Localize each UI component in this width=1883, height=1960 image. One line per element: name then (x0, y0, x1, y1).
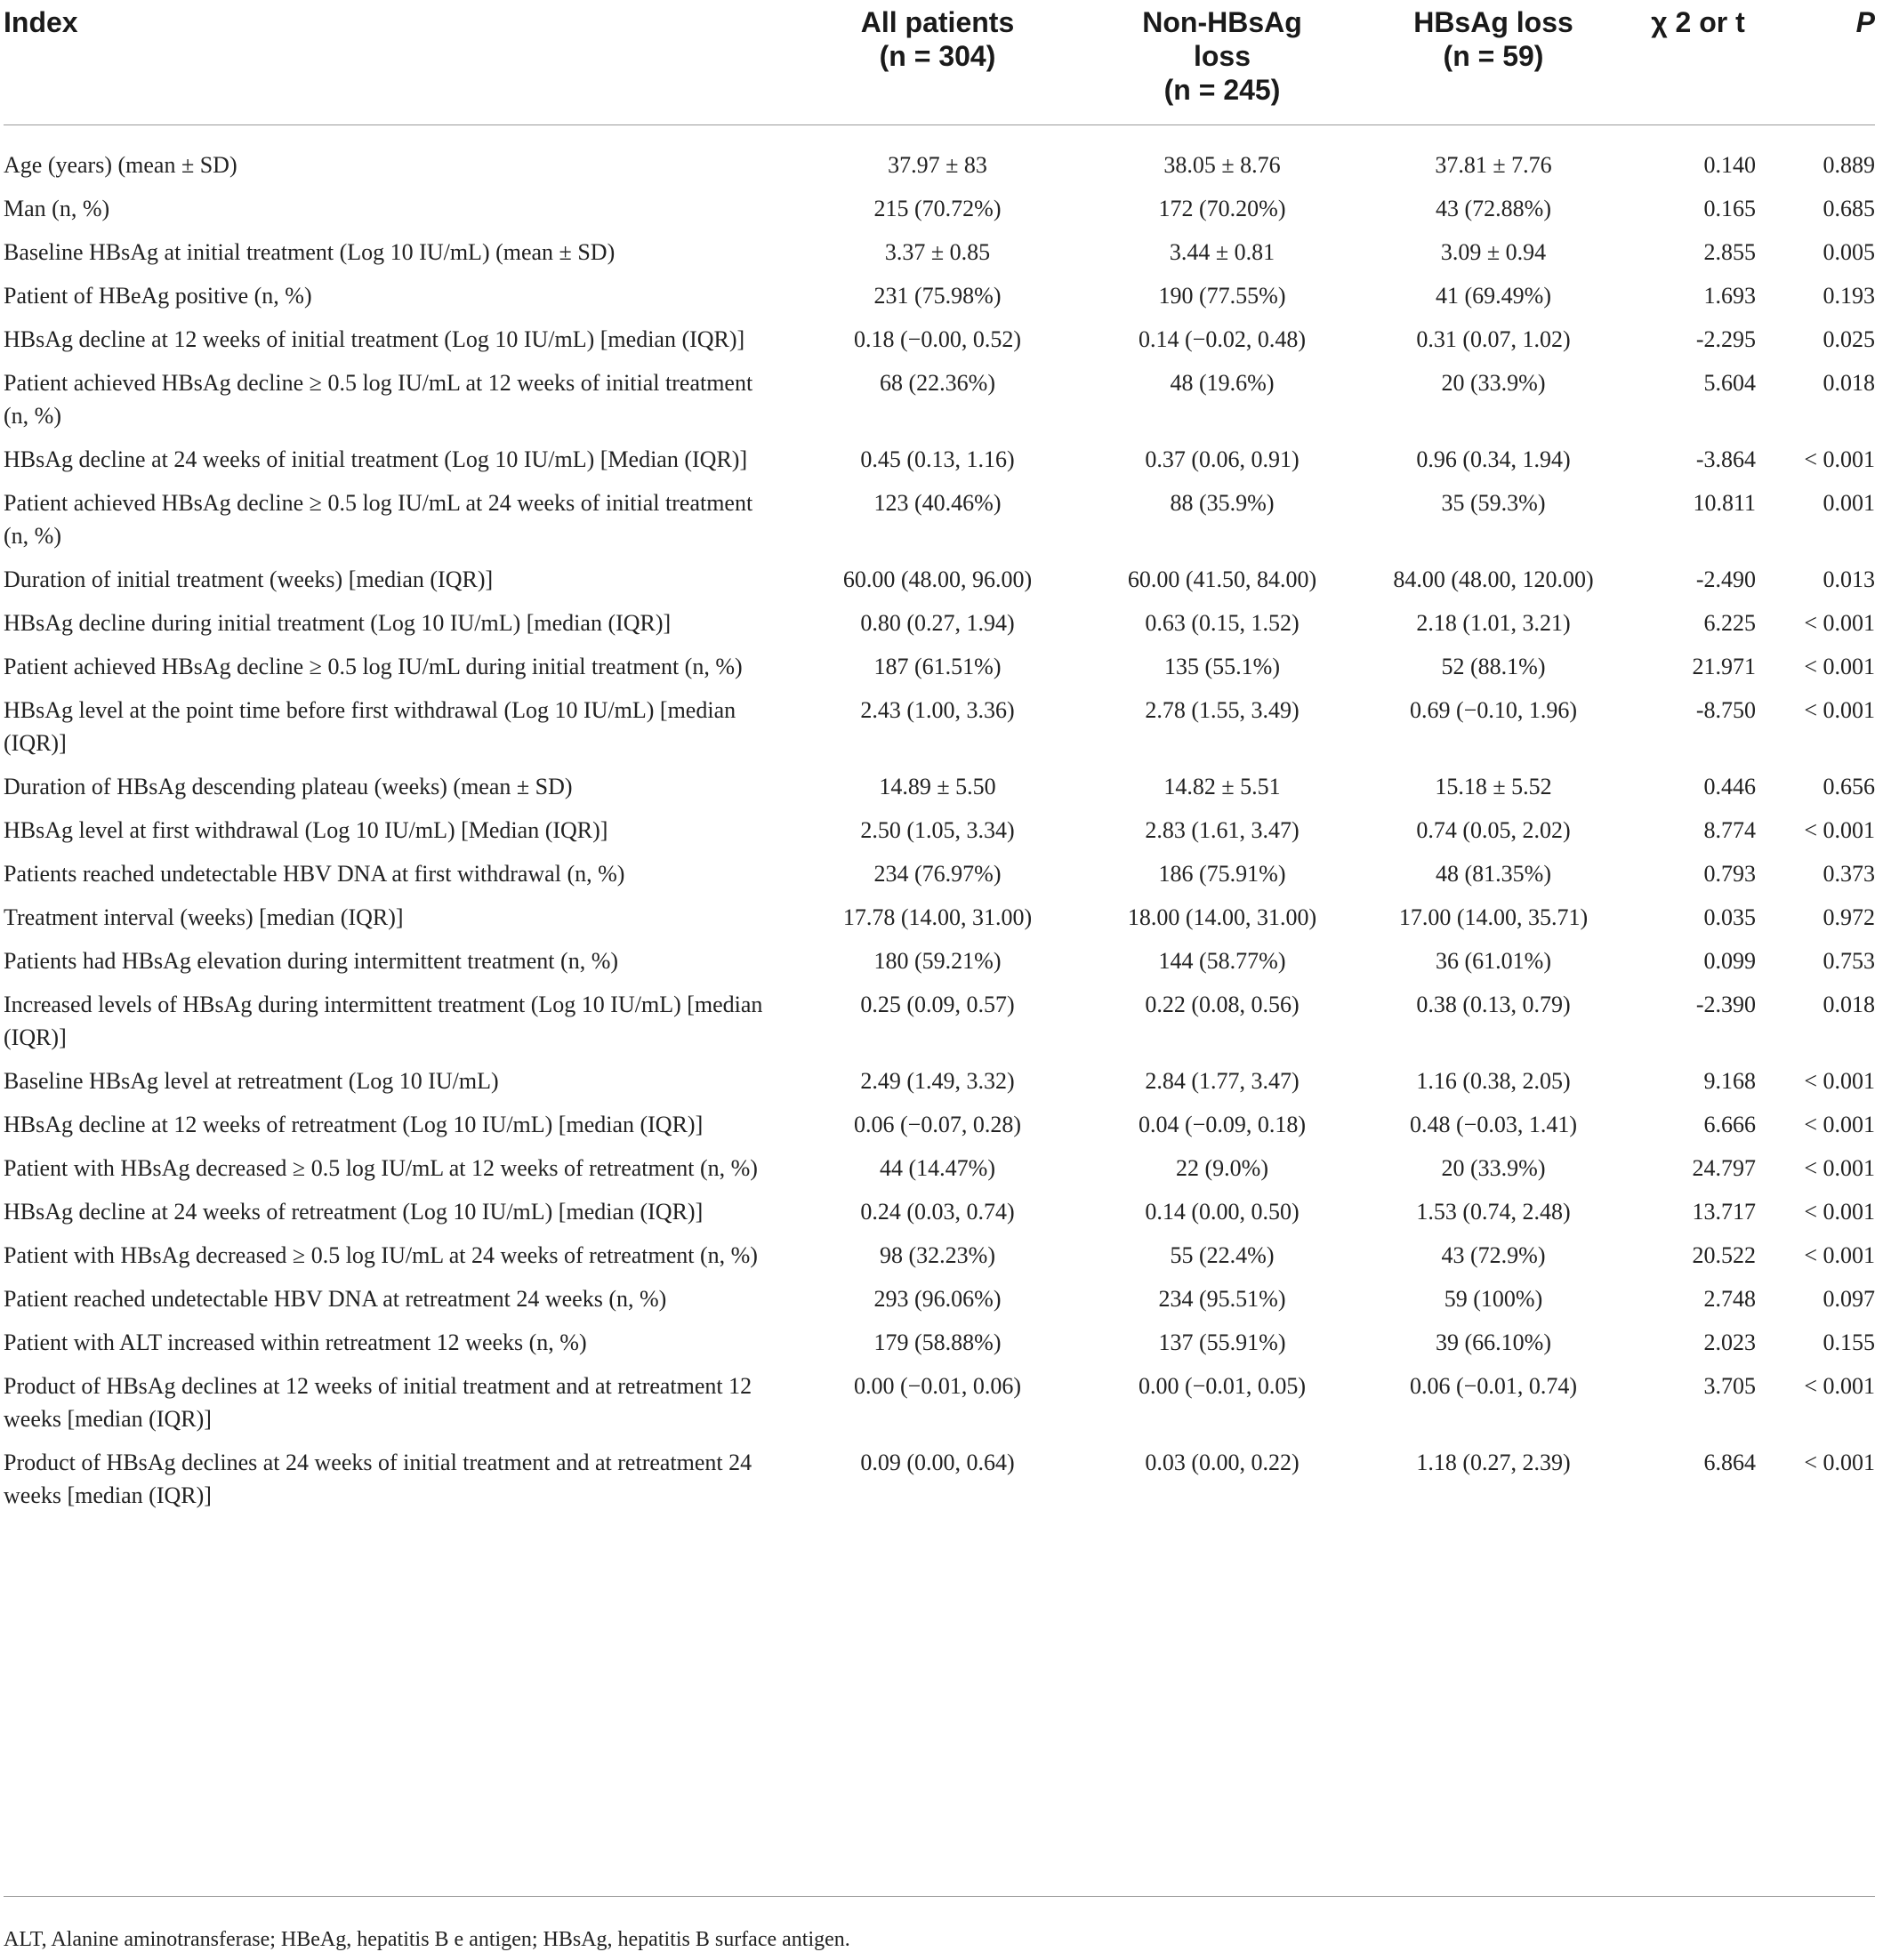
cell-all-patients: 231 (75.98%) (873, 283, 1002, 309)
cell-non-hbsag-loss: 2.83 (1.61, 3.47) (1145, 817, 1300, 843)
cell-all-patients: 0.45 (0.13, 1.16) (860, 446, 1015, 472)
cell-hbsag-loss: 35 (59.3%) (1441, 490, 1546, 516)
table-footnote: ALT, Alanine aminotransferase; HBeAg, hepatitis B e antigen; HBsAg, hepatitis B surface antigen. (4, 1928, 850, 1951)
table-row (4, 1103, 1875, 1146)
cell-all-patients: 179 (58.88%) (873, 1329, 1002, 1355)
table-header (4, 0, 1875, 125)
cell-non-hbsag-loss: 88 (35.9%) (1170, 490, 1275, 516)
cell-non-hbsag-loss: 0.22 (0.08, 0.56) (1145, 992, 1300, 1017)
cell-p-value: < 0.001 (1804, 446, 1875, 472)
cell-non-hbsag-loss: 0.63 (0.15, 1.52) (1145, 610, 1300, 636)
cell-statistic: -2.490 (1695, 566, 1756, 592)
cell-all-patients: 98 (32.23%) (880, 1242, 995, 1268)
cell-p-value: < 0.001 (1804, 1242, 1875, 1268)
row-label: Man (n, %) (4, 196, 110, 221)
row-label: Patients reached undetectable HBV DNA at first withdrawal (n, %) (4, 861, 625, 887)
cell-hbsag-loss: 39 (66.10%) (1436, 1329, 1551, 1355)
cell-p-value: 0.685 (1823, 196, 1875, 221)
table-row (4, 1233, 1875, 1277)
cell-hbsag-loss: 0.06 (−0.01, 0.74) (1410, 1373, 1577, 1399)
cell-p-value: < 0.001 (1804, 697, 1875, 723)
cell-non-hbsag-loss: 0.37 (0.06, 0.91) (1145, 446, 1300, 472)
cell-non-hbsag-loss: 14.82 ± 5.51 (1163, 774, 1281, 799)
cell-p-value: 0.097 (1823, 1286, 1875, 1312)
cell-non-hbsag-loss: 186 (75.91%) (1158, 861, 1286, 887)
cell-statistic: 24.797 (1692, 1155, 1756, 1181)
row-label: Patient achieved HBsAg decline ≥ 0.5 log IU/mL during initial treatment (n, %) (4, 654, 743, 679)
cell-non-hbsag-loss: 2.84 (1.77, 3.47) (1145, 1068, 1300, 1094)
row-label: Increased levels of HBsAg during intermittent treatment (Log 10 IU/mL) [median (IQR)] (4, 992, 763, 1050)
cell-hbsag-loss: 20 (33.9%) (1441, 370, 1546, 396)
row-label: Baseline HBsAg at initial treatment (Log 10 IU/mL) (mean ± SD) (4, 239, 616, 265)
cell-all-patients: 14.89 ± 5.50 (879, 774, 996, 799)
header-statistic: χ 2 or t (1651, 6, 1745, 38)
cell-non-hbsag-loss: 22 (9.0%) (1176, 1155, 1268, 1181)
cell-all-patients: 0.09 (0.00, 0.64) (860, 1450, 1015, 1475)
cell-non-hbsag-loss: 2.78 (1.55, 3.49) (1145, 697, 1300, 723)
cell-non-hbsag-loss: 234 (95.51%) (1158, 1286, 1286, 1312)
cell-statistic: 5.604 (1703, 370, 1756, 396)
cell-non-hbsag-loss: 38.05 ± 8.76 (1163, 152, 1281, 178)
cell-p-value: 0.005 (1823, 239, 1875, 265)
header-index: Index (4, 6, 78, 38)
cell-statistic: 0.446 (1703, 774, 1756, 799)
cell-statistic: 6.225 (1703, 610, 1756, 636)
cell-statistic: 21.971 (1692, 654, 1756, 679)
cell-all-patients: 68 (22.36%) (880, 370, 995, 396)
header-p-value (1774, 0, 1875, 125)
table-row (4, 187, 1875, 230)
cell-statistic: 20.522 (1692, 1242, 1756, 1268)
table-row (4, 852, 1875, 896)
table-row (4, 558, 1875, 601)
cell-hbsag-loss: 15.18 ± 5.52 (1435, 774, 1552, 799)
cell-hbsag-loss: 52 (88.1%) (1441, 654, 1546, 679)
cell-hbsag-loss: 0.31 (0.07, 1.02) (1416, 326, 1571, 352)
cell-hbsag-loss: 17.00 (14.00, 35.71) (1398, 904, 1589, 930)
table-row (4, 601, 1875, 645)
cell-hbsag-loss: 48 (81.35%) (1436, 861, 1551, 887)
cell-p-value: < 0.001 (1804, 1068, 1875, 1094)
cell-hbsag-loss: 1.18 (0.27, 2.39) (1416, 1450, 1571, 1475)
cell-hbsag-loss: 43 (72.9%) (1441, 1242, 1546, 1268)
cell-non-hbsag-loss: 190 (77.55%) (1158, 283, 1286, 309)
table-row (4, 688, 1875, 765)
cell-non-hbsag-loss: 48 (19.6%) (1170, 370, 1275, 396)
table-row (4, 1059, 1875, 1103)
cell-p-value: < 0.001 (1804, 610, 1875, 636)
cell-hbsag-loss: 0.48 (−0.03, 1.41) (1410, 1112, 1577, 1137)
cell-non-hbsag-loss: 55 (22.4%) (1170, 1242, 1275, 1268)
row-label: HBsAg decline at 24 weeks of initial treatment (Log 10 IU/mL) [Median (IQR)] (4, 446, 748, 472)
header-p-label: P (1855, 6, 1875, 38)
cell-non-hbsag-loss: 0.00 (−0.01, 0.05) (1139, 1373, 1306, 1399)
table-row (4, 125, 1875, 188)
cell-non-hbsag-loss: 60.00 (41.50, 84.00) (1127, 566, 1317, 592)
table-row (4, 230, 1875, 274)
cell-hbsag-loss: 3.09 ± 0.94 (1440, 239, 1547, 265)
cell-statistic: 13.717 (1692, 1199, 1756, 1225)
row-label: Patient with ALT increased within retreatment 12 weeks (n, %) (4, 1329, 587, 1355)
cell-statistic: 6.666 (1703, 1112, 1756, 1137)
cell-statistic: -2.390 (1695, 992, 1756, 1017)
cell-all-patients: 187 (61.51%) (873, 654, 1002, 679)
row-label: Patient with HBsAg decreased ≥ 0.5 log IU/mL at 12 weeks of retreatment (n, %) (4, 1155, 758, 1181)
cell-all-patients: 0.25 (0.09, 0.57) (860, 992, 1015, 1017)
cell-hbsag-loss: 2.18 (1.01, 3.21) (1416, 610, 1571, 636)
row-label: HBsAg decline during initial treatment (Log 10 IU/mL) [median (IQR)] (4, 610, 672, 636)
cell-p-value: 0.373 (1823, 861, 1875, 887)
cell-statistic: 2.023 (1703, 1329, 1756, 1355)
cell-all-patients: 0.18 (−0.00, 0.52) (854, 326, 1021, 352)
cell-p-value: 0.972 (1823, 904, 1875, 930)
cell-statistic: 0.140 (1703, 152, 1756, 178)
cell-statistic: 9.168 (1703, 1068, 1756, 1094)
cell-all-patients: 44 (14.47%) (880, 1155, 995, 1181)
header-non-loss-line3: (n = 245) (1163, 74, 1281, 106)
cell-all-patients: 215 (70.72%) (873, 196, 1002, 221)
cell-non-hbsag-loss: 0.14 (−0.02, 0.48) (1139, 326, 1306, 352)
row-label: Patient of HBeAg positive (n, %) (4, 283, 312, 309)
cell-all-patients: 0.00 (−0.01, 0.06) (854, 1373, 1021, 1399)
cell-statistic: 0.165 (1703, 196, 1756, 221)
cell-hbsag-loss: 1.16 (0.38, 2.05) (1416, 1068, 1571, 1094)
cell-hbsag-loss: 43 (72.88%) (1436, 196, 1551, 221)
cell-statistic: 0.035 (1703, 904, 1756, 930)
cell-non-hbsag-loss: 144 (58.77%) (1158, 948, 1286, 974)
cell-all-patients: 2.50 (1.05, 3.34) (860, 817, 1015, 843)
table-row (4, 1190, 1875, 1233)
cell-non-hbsag-loss: 0.14 (0.00, 0.50) (1145, 1199, 1300, 1225)
table-row (4, 896, 1875, 939)
row-label: Duration of HBsAg descending plateau (weeks) (mean ± SD) (4, 774, 573, 799)
cell-all-patients: 37.97 ± 83 (888, 152, 987, 178)
cell-all-patients: 0.80 (0.27, 1.94) (860, 610, 1015, 636)
cell-statistic: 2.748 (1703, 1286, 1756, 1312)
header-all-patients (795, 0, 1080, 125)
cell-hbsag-loss: 37.81 ± 7.76 (1435, 152, 1552, 178)
cell-hbsag-loss: 41 (69.49%) (1436, 283, 1551, 309)
cell-all-patients: 2.43 (1.00, 3.36) (860, 697, 1015, 723)
cell-hbsag-loss: 0.38 (0.13, 0.79) (1416, 992, 1571, 1017)
table-row (4, 1146, 1875, 1190)
row-label: Product of HBsAg declines at 12 weeks of initial treatment and at retreatment 12 weeks [median (IQR)] (4, 1373, 752, 1432)
cell-hbsag-loss: 0.96 (0.34, 1.94) (1416, 446, 1571, 472)
cell-all-patients: 234 (76.97%) (873, 861, 1002, 887)
cell-hbsag-loss: 84.00 (48.00, 120.00) (1393, 566, 1594, 592)
cell-statistic: 8.774 (1703, 817, 1756, 843)
cell-non-hbsag-loss: 135 (55.1%) (1164, 654, 1280, 679)
cell-p-value: 0.656 (1823, 774, 1875, 799)
row-label: Patient achieved HBsAg decline ≥ 0.5 log IU/mL at 24 weeks of initial treatment (n, %) (4, 490, 753, 549)
cell-statistic: 3.705 (1703, 1373, 1756, 1399)
row-label: HBsAg decline at 12 weeks of retreatment (Log 10 IU/mL) [median (IQR)] (4, 1112, 704, 1137)
cell-p-value: < 0.001 (1804, 1450, 1875, 1475)
header-non-loss-line2: loss (1193, 40, 1251, 72)
row-label: HBsAg level at the point time before first withdrawal (Log 10 IU/mL) [median (IQR)] (4, 697, 736, 756)
cell-all-patients: 3.37 ± 0.85 (884, 239, 991, 265)
cell-p-value: < 0.001 (1804, 1155, 1875, 1181)
row-label: Baseline HBsAg level at retreatment (Log 10 IU/mL) (4, 1068, 499, 1094)
cell-statistic: 0.099 (1703, 948, 1756, 974)
table-row (4, 1364, 1875, 1441)
row-label: Treatment interval (weeks) [median (IQR)] (4, 904, 404, 930)
row-label: Patient achieved HBsAg decline ≥ 0.5 log IU/mL at 12 weeks of initial treatment (n, %) (4, 370, 753, 429)
cell-p-value: 0.155 (1823, 1329, 1875, 1355)
cell-all-patients: 0.24 (0.03, 0.74) (860, 1199, 1015, 1225)
cell-statistic: 0.793 (1703, 861, 1756, 887)
cell-hbsag-loss: 0.74 (0.05, 2.02) (1416, 817, 1571, 843)
cell-all-patients: 123 (40.46%) (873, 490, 1002, 516)
row-label: HBsAg decline at 24 weeks of retreatment (Log 10 IU/mL) [median (IQR)] (4, 1199, 704, 1225)
cell-all-patients: 60.00 (48.00, 96.00) (842, 566, 1033, 592)
table-row (4, 645, 1875, 688)
row-label: Patient reached undetectable HBV DNA at retreatment 24 weeks (n, %) (4, 1286, 667, 1312)
cell-p-value: 0.193 (1823, 283, 1875, 309)
row-label: HBsAg decline at 12 weeks of initial treatment (Log 10 IU/mL) [median (IQR)] (4, 326, 745, 352)
cell-p-value: < 0.001 (1804, 1112, 1875, 1137)
cell-statistic: 6.864 (1703, 1450, 1756, 1475)
cell-statistic: 10.811 (1693, 490, 1756, 516)
cell-statistic: -8.750 (1695, 697, 1756, 723)
cell-all-patients: 0.06 (−0.07, 0.28) (854, 1112, 1021, 1137)
cell-p-value: < 0.001 (1804, 1373, 1875, 1399)
table-row (4, 983, 1875, 1059)
header-non-loss-line1: Non-HBsAg (1142, 6, 1302, 38)
row-label: Patient with HBsAg decreased ≥ 0.5 log IU/mL at 24 weeks of retreatment (n, %) (4, 1242, 758, 1268)
row-label: Patients had HBsAg elevation during intermittent treatment (n, %) (4, 948, 619, 974)
cell-statistic: -3.864 (1695, 446, 1756, 472)
cell-p-value: < 0.001 (1804, 817, 1875, 843)
cell-p-value: 0.018 (1823, 370, 1875, 396)
cell-hbsag-loss: 36 (61.01%) (1436, 948, 1551, 974)
header-loss-line1: HBsAg loss (1413, 6, 1573, 38)
cell-p-value: 0.013 (1823, 566, 1875, 592)
table-row (4, 317, 1875, 361)
data-table (4, 0, 1875, 1528)
header-all-line2: (n = 304) (879, 40, 996, 72)
table-row (4, 438, 1875, 481)
cell-p-value: 0.753 (1823, 948, 1875, 974)
header-hbsag-loss (1364, 0, 1622, 125)
row-label: Age (years) (mean ± SD) (4, 152, 237, 178)
cell-all-patients: 180 (59.21%) (873, 948, 1002, 974)
cell-p-value: 0.001 (1823, 490, 1875, 516)
table-row (4, 1321, 1875, 1364)
header-all-line1: All patients (860, 6, 1015, 38)
row-label: HBsAg level at first withdrawal (Log 10 IU/mL) [Median (IQR)] (4, 817, 608, 843)
cell-hbsag-loss: 59 (100%) (1444, 1286, 1543, 1312)
cell-p-value: 0.025 (1823, 326, 1875, 352)
row-label: Duration of initial treatment (weeks) [median (IQR)] (4, 566, 494, 592)
table-row (4, 274, 1875, 317)
cell-hbsag-loss: 1.53 (0.74, 2.48) (1416, 1199, 1571, 1225)
cell-non-hbsag-loss: 172 (70.20%) (1158, 196, 1286, 221)
cell-hbsag-loss: 20 (33.9%) (1441, 1155, 1546, 1181)
cell-p-value: < 0.001 (1804, 1199, 1875, 1225)
cell-non-hbsag-loss: 0.03 (0.00, 0.22) (1145, 1450, 1300, 1475)
header-non-hbsag-loss (1080, 0, 1364, 125)
table-row (4, 939, 1875, 983)
cell-non-hbsag-loss: 137 (55.91%) (1158, 1329, 1286, 1355)
cell-all-patients: 293 (96.06%) (873, 1286, 1002, 1312)
table-row (4, 481, 1875, 558)
cell-p-value: < 0.001 (1804, 654, 1875, 679)
cell-statistic: 1.693 (1703, 283, 1756, 309)
cell-statistic: 2.855 (1703, 239, 1756, 265)
table-row (4, 765, 1875, 808)
cell-non-hbsag-loss: 0.04 (−0.09, 0.18) (1139, 1112, 1306, 1137)
table-row (4, 808, 1875, 852)
cell-all-patients: 17.78 (14.00, 31.00) (842, 904, 1033, 930)
cell-all-patients: 2.49 (1.49, 3.32) (860, 1068, 1015, 1094)
table-row (4, 1277, 1875, 1321)
cell-hbsag-loss: 0.69 (−0.10, 1.96) (1410, 697, 1577, 723)
cell-statistic: -2.295 (1695, 326, 1756, 352)
cell-p-value: 0.018 (1823, 992, 1875, 1017)
row-label: Product of HBsAg declines at 24 weeks of initial treatment and at retreatment 24 weeks [median (IQR)] (4, 1450, 752, 1508)
table-body (4, 125, 1875, 1529)
cell-p-value: 0.889 (1823, 152, 1875, 178)
table-row (4, 1441, 1875, 1528)
cell-non-hbsag-loss: 3.44 ± 0.81 (1169, 239, 1275, 265)
cell-non-hbsag-loss: 18.00 (14.00, 31.00) (1127, 904, 1317, 930)
table-bottom-rule (4, 1896, 1875, 1897)
header-loss-line2: (n = 59) (1443, 40, 1544, 72)
table-row (4, 361, 1875, 438)
